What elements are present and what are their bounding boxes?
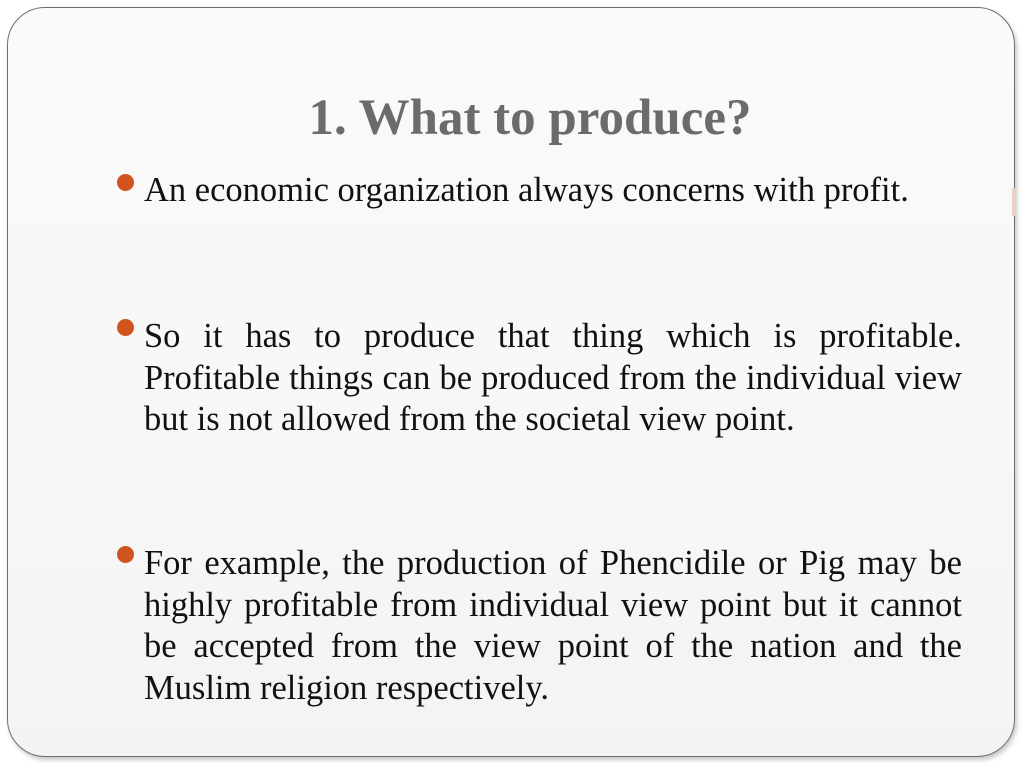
bullet-dot-icon — [117, 546, 134, 563]
bullet-item — [112, 170, 962, 212]
bullet-text: An economic organization always concerns with profit. — [144, 171, 909, 209]
bullet-text: For example, the production of Phencidile or Pig may be highly profitable from individual view point but it cannot be accepted from the view point of the nation and the Muslim religion respectively. — [144, 544, 962, 707]
bullet-dot-icon — [117, 174, 134, 191]
bullet-dot-icon — [117, 319, 134, 336]
bullet-item — [112, 316, 962, 441]
bullet-item — [112, 543, 962, 709]
bullet-text: So it has to produce that thing which is profitable. Profitable things can be produced from the individual view but is not allowed from the societal view point. — [144, 317, 962, 438]
slide-title: 1. What to produce? — [308, 90, 752, 146]
